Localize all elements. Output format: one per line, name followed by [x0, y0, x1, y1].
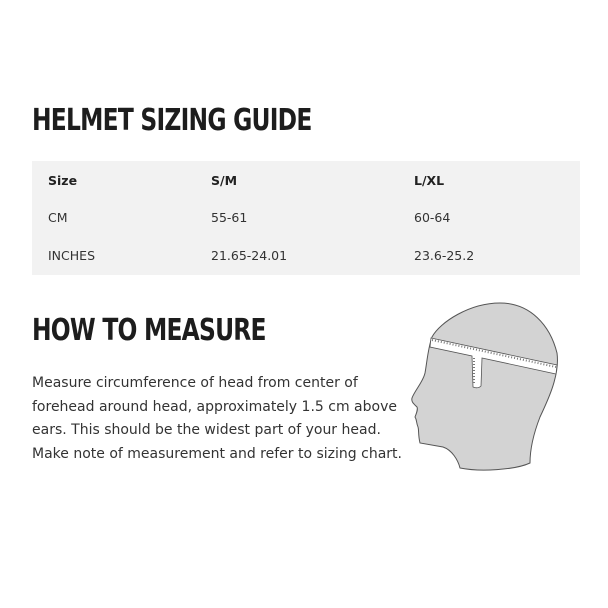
header-cell: Size [48, 173, 78, 188]
how-to-measure-title: HOW TO MEASURE [32, 313, 266, 348]
table-cell: 55-61 [211, 210, 248, 225]
table-cell: 60-64 [414, 210, 451, 225]
header-cell: L/XL [414, 173, 445, 188]
measure-instructions: Measure circumference of head from center of forehead around head, approximately 1.5 cm above ears. This should be the widest part of your head. Make note of measurement and refer to sizing chart. [32, 375, 402, 462]
table-cell: CM [48, 210, 68, 225]
table-cell: 23.6-25.2 [414, 248, 475, 263]
table-cell: 21.65-24.01 [211, 248, 288, 263]
head-silhouette-icon [412, 303, 558, 470]
table-cell: INCHES [48, 248, 95, 263]
header-cell: S/M [211, 173, 238, 188]
sizing-guide-title: HELMET SIZING GUIDE [32, 103, 312, 138]
